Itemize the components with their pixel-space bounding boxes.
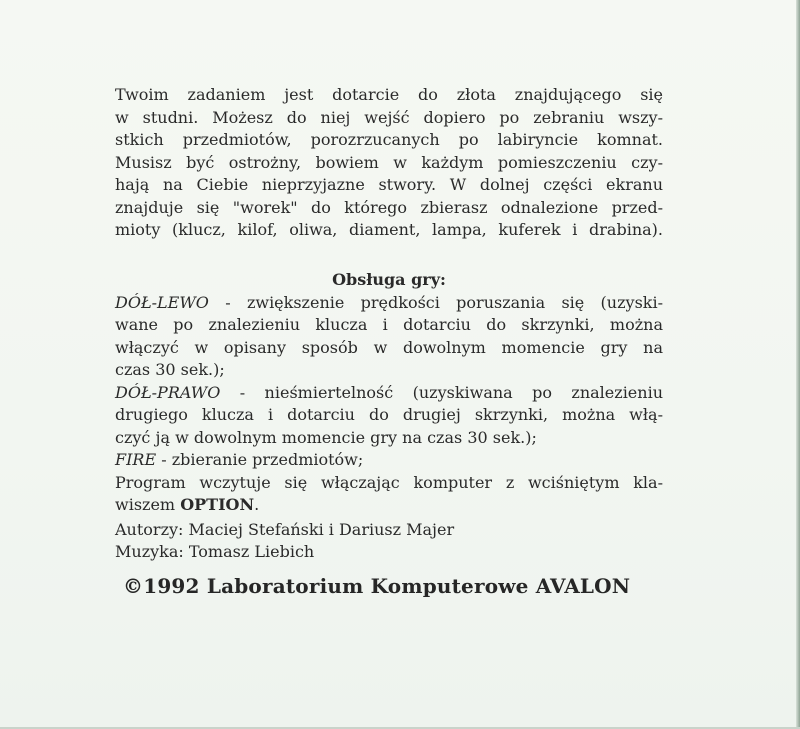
control-desc-line: czyć ją w dowolnym momencie gry na czas 30 sek.); xyxy=(115,427,537,447)
control-item-fire xyxy=(115,449,663,472)
control-desc: - zwiększenie prędkości poruszania się (uzyski- xyxy=(208,292,663,312)
control-desc: - zbieranie przedmiotów; xyxy=(156,450,364,469)
control-desc-line: czas 30 sek.); xyxy=(115,360,225,379)
program-load-prefix: wiszem xyxy=(115,495,181,514)
program-load-line xyxy=(115,494,663,517)
copyright-line: ©1992 Laboratorium Komputerowe AVALON xyxy=(123,574,631,598)
intro-line: w studni. Możesz do niej wejść dopiero po zebraniu wszy- xyxy=(115,107,663,127)
intro-line: hają na Ciebie nieprzyjazne stwory. W dolnej części ekranu xyxy=(115,175,663,194)
program-load-line: Program wczytuje się włączając komputer z wciśniętym kla- xyxy=(115,472,663,492)
credits xyxy=(115,519,663,564)
intro-line: znajduje się "worek" do którego zbierasz odnalezione przed- xyxy=(115,197,663,217)
control-desc-line: drugiego klucza i dotarciu do drugiej skrzynki, można włą- xyxy=(115,405,663,424)
control-key: FIRE xyxy=(115,450,157,469)
control-desc: - nieśmiertelność (uzyskiwana po znalezieniu xyxy=(220,382,663,402)
credits-authors: Autorzy: Maciej Stefański i Dariusz Majer xyxy=(115,519,455,539)
intro-line: Musisz być ostrożny, bowiem w każdym pomieszczeniu czy- xyxy=(115,152,663,172)
option-key-label: OPTION xyxy=(180,495,255,514)
intro-line: Twoim zadaniem jest dotarcie do złota znajdującego się xyxy=(115,85,663,104)
control-desc-line: wane po znalezieniu klucza i dotarciu do skrzynki, można xyxy=(115,315,663,334)
intro-paragraph xyxy=(115,84,663,242)
intro-line: stkich przedmiotów, porozrzucanych po labiryncie komnat. xyxy=(115,130,663,149)
control-key: DÓŁ-LEWO xyxy=(115,292,209,312)
credits-music: Muzyka: Tomasz Liebich xyxy=(115,542,315,561)
intro-line: mioty (klucz, kilof, oliwa, diament, lampa, kuferek i drabina). xyxy=(115,220,663,239)
control-item-down-left xyxy=(115,292,663,315)
control-key: DÓŁ-PRAWO xyxy=(115,382,221,402)
control-desc-line: włączyć w opisany sposób w dowolnym momencie gry na xyxy=(115,337,663,357)
program-load-suffix: . xyxy=(254,495,260,514)
instruction-content xyxy=(115,84,663,564)
controls-heading: Obsługa gry: xyxy=(332,269,446,289)
page-edge-right xyxy=(796,0,800,729)
control-item-down-right xyxy=(115,382,663,405)
controls-list xyxy=(115,292,663,517)
